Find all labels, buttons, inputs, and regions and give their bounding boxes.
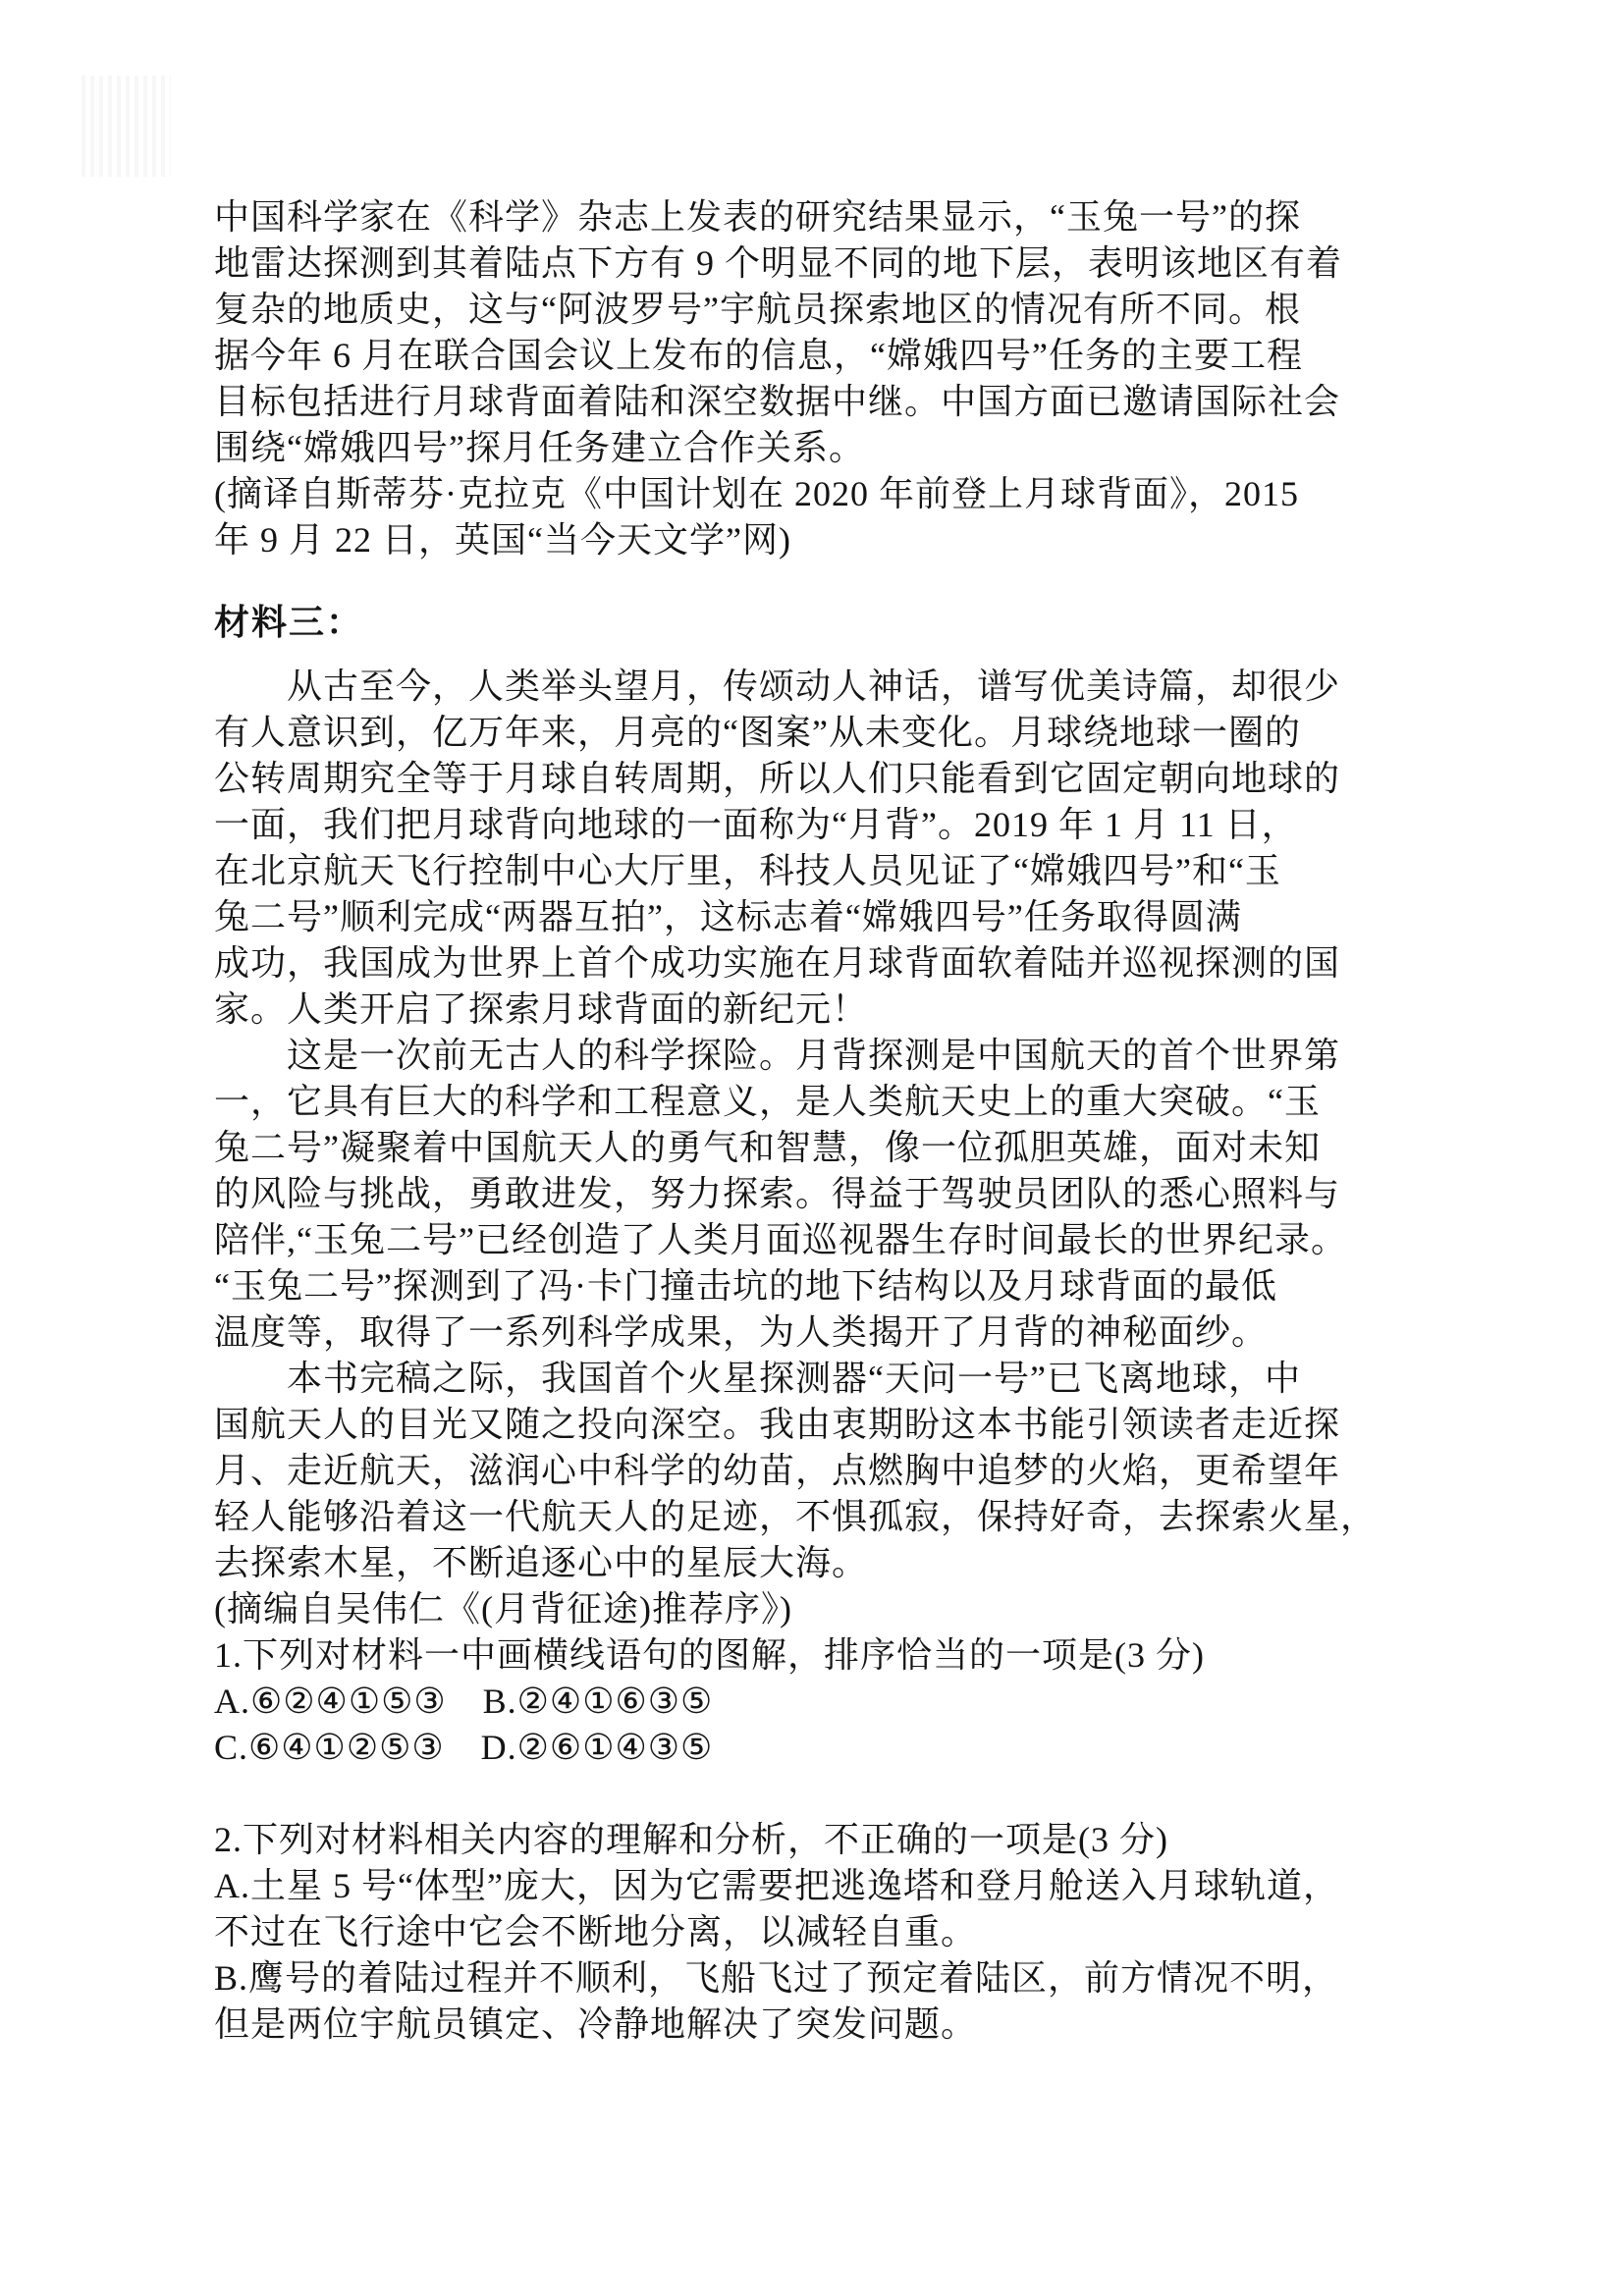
citation-material2: [214, 471, 1384, 563]
citation-material3: [214, 1586, 1384, 1632]
text-line: 1.下列对材料一中画横线语句的图解，排序恰当的一项是(3 分): [214, 1635, 1205, 1675]
text-line: (摘编自吴伟仁《(月背征途)推荐序》): [214, 1589, 792, 1629]
text-column: [214, 194, 1384, 2048]
text-line: 地雷达探测到其着陆点下方有 9 个明显不同的地下层，表明该地区有着: [214, 243, 1343, 283]
text-line: 成功，我国成为世界上首个成功实施在月球背面软着陆并巡视探测的国: [214, 943, 1341, 983]
paragraph-material3-third: [214, 1356, 1384, 1586]
text-line: 从古至今，人类举头望月，传颂动人神话，谱写优美诗篇，却很少: [214, 667, 1341, 706]
question-1-options-cd: [214, 1725, 1384, 1771]
text-line: 2.下列对材料相关内容的理解和分析，不正确的一项是(3 分): [214, 1820, 1168, 1859]
text-line: 这是一次前无古人的科学探险。月背探测是中国航天的首个世界第: [214, 1036, 1341, 1075]
text-line: 兔二号”顺利完成“两器互拍”，这标志着“嫦娥四号”任务取得圆满: [214, 897, 1242, 936]
text-line: 陪伴,“玉兔二号”已经创造了人类月面巡视器生存时间最长的世界纪录。: [214, 1220, 1347, 1259]
text-line: C.⑥④①②⑤③ D.②⑥①④③⑤: [214, 1728, 714, 1767]
text-line: 月、走近航天，滋润心中科学的幼苗，点燃胸中追梦的火焰，更希望年: [214, 1451, 1341, 1490]
question-2-option-b: [214, 1955, 1384, 2048]
text-line: 复杂的地质史，这与“阿波罗号”宇航员探索地区的情况有所不同。根: [214, 290, 1301, 329]
text-line: 国航天人的目光又随之投向深空。我由衷期盼这本书能引领读者走近探: [214, 1405, 1341, 1444]
paragraph-material2-continuation: [214, 194, 1384, 471]
text-line: 在北京航天飞行控制中心大厅里，科技人员见证了“嫦娥四号”和“玉: [214, 851, 1281, 890]
question-2-option-a: [214, 1863, 1384, 1955]
paragraph-material3-second: [214, 1033, 1384, 1356]
text-line: 家。人类开启了探索月球背面的新纪元！: [214, 989, 869, 1029]
question-1-stem: [214, 1632, 1384, 1679]
text-line: 中国科学家在《科学》杂志上发表的研究结果显示，“玉兔一号”的探: [214, 197, 1301, 237]
text-line: 本书完稿之际，我国首个火星探测器“天问一号”已飞离地球，中: [214, 1359, 1301, 1398]
text-line: 一，它具有巨大的科学和工程意义，是人类航天史上的重大突破。“玉: [214, 1082, 1321, 1121]
text-line: 但是两位宇航员镇定、冷静地解决了突发问题。: [214, 2004, 978, 2044]
text-line: B.鹰号的着陆过程并不顺利，飞船飞过了预定着陆区，前方情况不明，: [214, 1958, 1339, 1998]
text-line: A.⑥②④①⑤③ B.②④①⑥③⑤: [214, 1682, 714, 1721]
question-1-options-ab: [214, 1679, 1384, 1725]
text-line: 轻人能够沿着这一代航天人的足迹，不惧孤寂，保持好奇，去探索火星，: [214, 1497, 1378, 1536]
text-line: 公转周期究全等于月球自转周期，所以人们只能看到它固定朝向地球的: [214, 759, 1341, 798]
text-line: 据今年 6 月在联合国会议上发布的信息，“嫦娥四号”任务的主要工程: [214, 336, 1303, 375]
text-line: A.土星 5 号“体型”庞大，因为它需要把逃逸塔和登月舱送入月球轨道，: [214, 1866, 1339, 1905]
text-line: 材料三：: [214, 602, 364, 642]
text-line: 有人意识到，亿万年来，月亮的“图案”从未变化。月球绕地球一圈的: [214, 713, 1301, 752]
paragraph-material3-first: [214, 664, 1384, 1033]
text-line: 温度等，取得了一系列科学成果，为人类揭开了月背的神秘面纱。: [214, 1312, 1269, 1352]
text-line: 一面，我们把月球背向地球的一面称为“月背”。2019 年 1 月 11 日，: [214, 805, 1298, 844]
text-line: (摘译自斯蒂芬·克拉克《中国计划在 2020 年前登上月球背面》，2015: [214, 474, 1299, 513]
text-line: “玉兔二号”探测到了冯·卡门撞击坑的地下结构以及月球背面的最低: [214, 1266, 1277, 1306]
question-2-stem: [214, 1817, 1384, 1863]
text-line: 不过在飞行途中它会不断地分离，以减轻自重。: [214, 1912, 978, 1951]
heading-material3: [214, 599, 1384, 645]
text-line: 目标包括进行月球背面着陆和深空数据中继。中国方面已邀请国际社会: [214, 382, 1341, 421]
text-line: 去探索木星，不断追逐心中的星辰大海。: [214, 1543, 869, 1582]
watermark-stripes: [81, 76, 171, 177]
text-line: 的风险与挑战，勇敢进发，努力探索。得益于驾驶员团队的悉心照料与: [214, 1174, 1341, 1213]
text-line: 年 9 月 22 日，英国“当今天文学”网): [214, 520, 791, 560]
text-line: 围绕“嫦娥四号”探月任务建立合作关系。: [214, 428, 865, 467]
text-line: 兔二号”凝聚着中国航天人的勇气和智慧，像一位孤胆英雄，面对未知: [214, 1128, 1321, 1167]
